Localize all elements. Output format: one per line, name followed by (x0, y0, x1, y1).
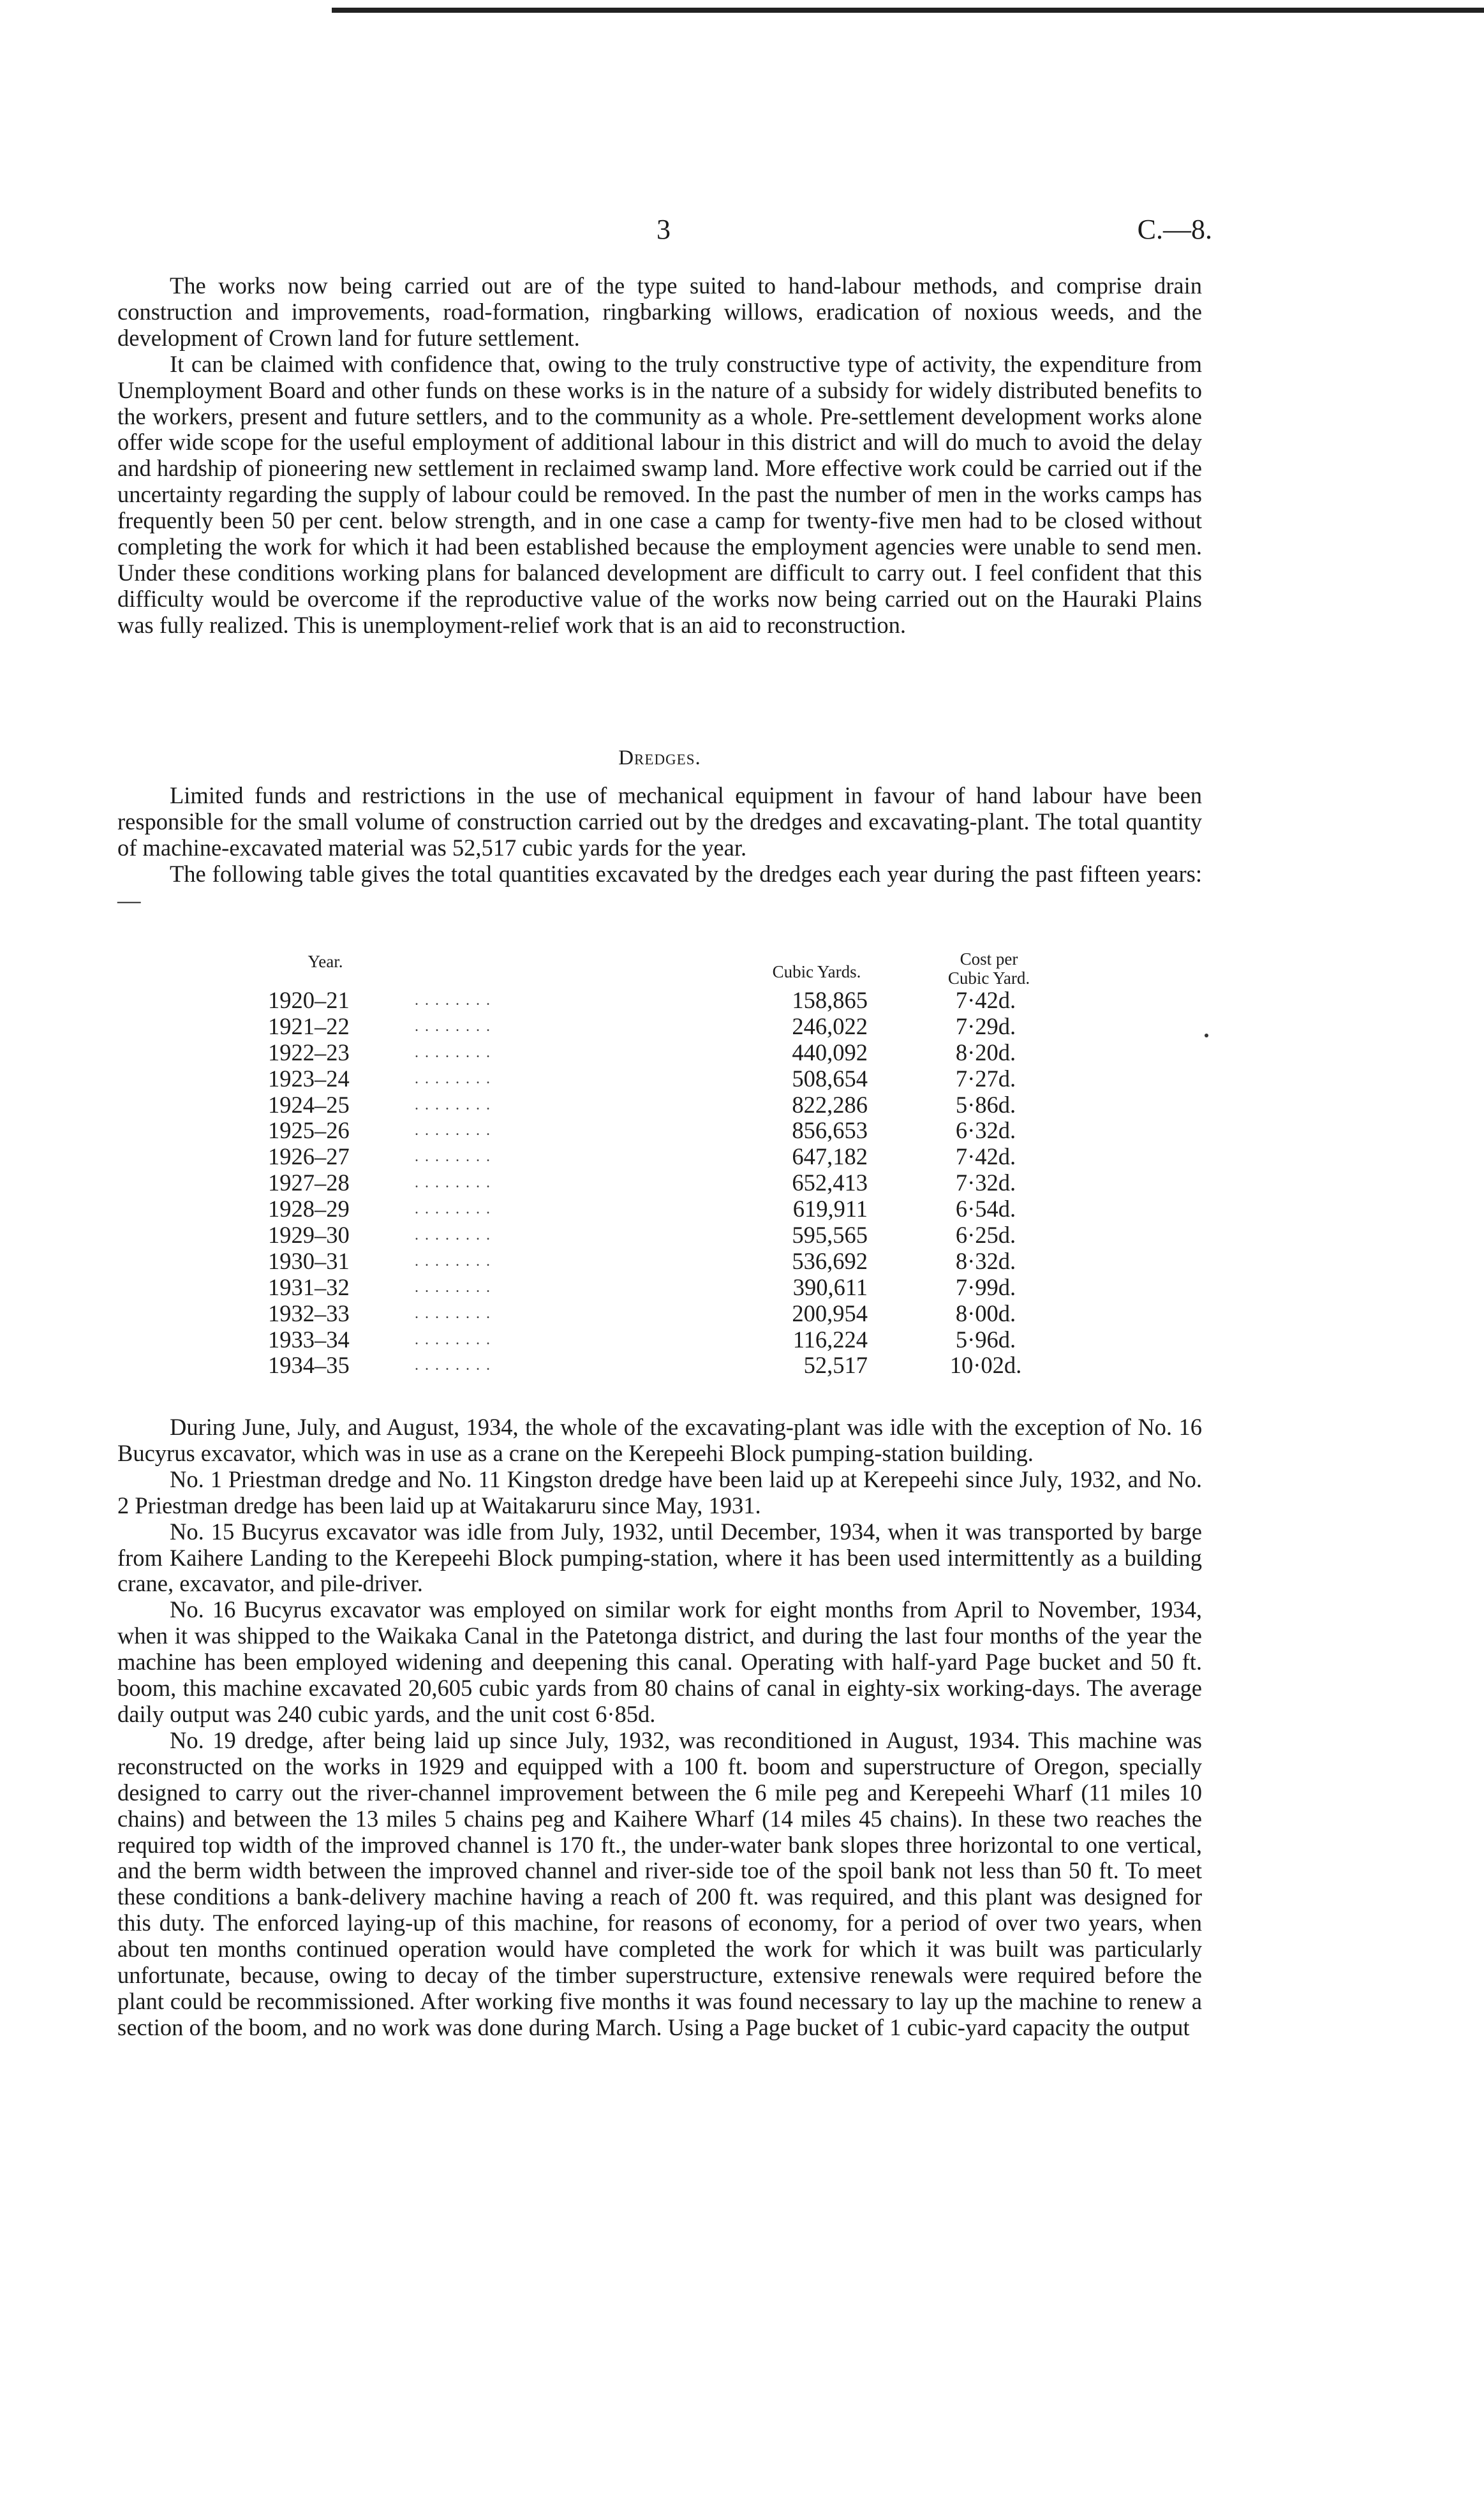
cell-cost-per-cubic-yard: 7·29d. (955, 1013, 1016, 1039)
cell-cost-per-cubic-yard: 8·32d. (955, 1247, 1016, 1274)
cell-cubic-yards: 508,654 (792, 1065, 868, 1092)
top-rule (332, 8, 1484, 13)
cell-leader-dots: . . . . . . . . (415, 1070, 491, 1087)
stray-print-mark (1205, 1034, 1208, 1037)
dredge-quantities-table (255, 949, 1123, 1379)
page-number: 3 (657, 214, 671, 245)
table-row (255, 1275, 1123, 1301)
cell-leader-dots: . . . . . . . . (415, 1305, 491, 1322)
table-row (255, 1353, 1123, 1379)
cell-leader-dots: . . . . . . . . (415, 1018, 491, 1035)
cell-cubic-yards: 856,653 (792, 1117, 868, 1144)
table-row (255, 988, 1123, 1014)
cell-leader-dots: . . . . . . . . (415, 1044, 491, 1061)
cell-cost-per-cubic-yard: 7·42d. (955, 1143, 1016, 1170)
table-row (255, 1170, 1123, 1196)
cell-cost-per-cubic-yard: 7·42d. (955, 987, 1016, 1013)
cell-cubic-yards: 647,182 (792, 1143, 868, 1170)
cell-leader-dots: . . . . . . . . (415, 1096, 491, 1113)
cell-cubic-yards: 619,911 (792, 1196, 868, 1222)
cell-year: 1923–24 (268, 1065, 350, 1092)
dredges-intro-block (117, 783, 1202, 914)
paragraph-constructive-activity: It can be claimed with confidence that, owing to the truly constructive type of activity, the expenditure from Unemployment Board and other funds on these works is in the nature of a subsidy for widely distributed benefits to the workers, present and future settlers, and to the community as a whole. Pre-settlement development works alone offer wide scope for the useful employment of additional labour in this district and will do much to avoid the delay and hardship of pioneering new settlement in reclaimed swamp land. More effective work could be carried out if the uncertainty regarding the supply of labour could be removed. In the past the number of men in the works camps has frequently been 50 per cent. below strength, and in one case a camp for twenty-five men had to be closed without completing the work for which it had been established because the employment agencies were unable to send men. Under these conditions working plans for balanced development are difficult to carry out. I feel confident that this difficulty would be overcome if the reproductive value of the works now being carried out on the Hauraki Plains was fully realized. This is unemployment-relief work that is an aid to reconstruction. (117, 350, 1202, 638)
cell-cost-per-cubic-yard: 8·20d. (955, 1039, 1016, 1065)
column-header-cost-line1: Cost per (960, 949, 1018, 969)
paragraph-table-intro: The following table gives the total quantities excavated by the dredges each year during the past fifteen years:— (117, 860, 1202, 913)
cell-leader-dots: . . . . . . . . (415, 992, 491, 1009)
cell-cost-per-cubic-yard: 7·27d. (955, 1065, 1016, 1092)
cell-cost-per-cubic-yard: 6·32d. (955, 1117, 1016, 1144)
cell-year: 1926–27 (268, 1143, 350, 1170)
cell-year: 1932–33 (268, 1300, 350, 1326)
cell-cubic-yards: 158,865 (792, 987, 868, 1013)
cell-cost-per-cubic-yard: 5·86d. (955, 1091, 1016, 1118)
column-header-cost-line2: Cubic Yard. (947, 969, 1030, 988)
intro-text-block (117, 273, 1202, 639)
cell-year: 1921–22 (268, 1013, 350, 1039)
paragraph-works-description: The works now being carried out are of the type suited to hand-labour methods, and comprise drain construction and improvements, road-formation, ringbarking willows, eradication of noxious weeds, and the development of Crown land for future settlement. (117, 272, 1202, 351)
cell-year: 1929–30 (268, 1222, 350, 1249)
document-code: C.—8. (1137, 214, 1212, 245)
cell-cubic-yards: 652,413 (792, 1169, 868, 1196)
cell-year: 1934–35 (268, 1352, 350, 1379)
paragraph-no15-excavator: No. 15 Bucyrus excavator was idle from July, 1932, until December, 1934, when it was transported by barge from Kaihere Landing to the Kerepeehi Block pumping-station, where it has been used intermittently as a building crane, excavator, and pile-driver. (117, 1518, 1202, 1597)
cell-year: 1931–32 (268, 1273, 350, 1300)
column-header-cost (906, 949, 1072, 988)
cell-leader-dots: . . . . . . . . (415, 1227, 491, 1244)
paragraph-limited-funds: Limited funds and restrictions in the use of mechanical equipment in favour of hand labour have been responsible for the small volume of construction carried out by the dredges and excavating-plant. The total quantity of machine-excavated material was 52,517 cubic yards for the year. (117, 782, 1202, 861)
cell-cubic-yards: 536,692 (792, 1247, 868, 1274)
cell-cost-per-cubic-yard: 5·96d. (955, 1326, 1016, 1353)
cell-leader-dots: . . . . . . . . (415, 1279, 491, 1296)
table-row (255, 1249, 1123, 1275)
table-row (255, 1066, 1123, 1092)
cell-leader-dots: . . . . . . . . (415, 1175, 491, 1192)
cell-year: 1925–26 (268, 1117, 350, 1144)
table-header (255, 949, 1123, 988)
table-row (255, 1118, 1123, 1144)
dredges-detail-block (117, 1414, 1202, 2041)
column-header-cubic-yards: Cubic Yards. (772, 962, 861, 981)
cell-cubic-yards: 595,565 (792, 1222, 868, 1249)
cell-year: 1928–29 (268, 1196, 350, 1222)
cell-cost-per-cubic-yard: 8·00d. (955, 1300, 1016, 1326)
table-row (255, 1092, 1123, 1118)
paragraph-no19-dredge: No. 19 dredge, after being laid up since July, 1932, was reconditioned in August, 1934. This machine was reconstructed on the works in 1929 and equipped with a 100 ft. boom and superstructure of Oregon, specially designed to carry out the river-channel improvement between the 6 mile peg and Kerepeehi Wharf (11 miles 10 chains) and between the 13 miles 5 chains peg and Kaihere Wharf (14 miles 45 chains). In these two reaches the required top width of the improved channel is 170 ft., the under-water bank slopes three horizontal to one vertical, and the berm width between the improved channel and river-side toe of the spoil bank not less than 50 ft. To meet these conditions a bank-delivery machine having a reach of 200 ft. was required, and this plant was designed for this duty. The enforced laying-up of this machine, for reasons of economy, for a period of over two years, when about ten months continued operation would have completed the work for which it was built was particularly unfortunate, because, owing to decay of the timber superstructure, extensive renewals were required before the plant could be recommissioned. After working five months it was found necessary to lay up the machine to renew a section of the boom, and no work was done during March. Using a Page bucket of 1 cubic-yard capacity the output (117, 1726, 1202, 2040)
paragraph-priestman-dredges: No. 1 Priestman dredge and No. 11 Kingston dredge have been laid up at Kerepeehi since July, 1932, and No. 2 Priestman dredge has been laid up at Waitakaruru since May, 1931. (117, 1466, 1202, 1518)
cell-year: 1927–28 (268, 1169, 350, 1196)
table-row (255, 1301, 1123, 1327)
column-header-year: Year. (308, 952, 343, 971)
cell-cubic-yards: 200,954 (792, 1300, 868, 1326)
cell-cubic-yards: 246,022 (792, 1013, 868, 1039)
cell-leader-dots: . . . . . . . . (415, 1201, 491, 1218)
paragraph-idle-plant: During June, July, and August, 1934, the whole of the excavating-plant was idle with the exception of No. 16 Bucyrus excavator, which was in use as a crane on the Kerepeehi Block pumping-station building. (117, 1414, 1202, 1466)
cell-cubic-yards: 52,517 (803, 1352, 868, 1379)
cell-cost-per-cubic-yard: 10·02d. (949, 1352, 1022, 1379)
cell-cost-per-cubic-yard: 7·99d. (955, 1273, 1016, 1300)
cell-cubic-yards: 440,092 (792, 1039, 868, 1065)
table-row (255, 1014, 1123, 1040)
cell-year: 1930–31 (268, 1247, 350, 1274)
cell-leader-dots: . . . . . . . . (415, 1148, 491, 1166)
cell-year: 1920–21 (268, 987, 350, 1013)
cell-leader-dots: . . . . . . . . (415, 1252, 491, 1270)
cell-year: 1924–25 (268, 1091, 350, 1118)
table-row (255, 1327, 1123, 1353)
cell-year: 1922–23 (268, 1039, 350, 1065)
cell-cost-per-cubic-yard: 6·54d. (955, 1196, 1016, 1222)
table-body (255, 988, 1123, 1379)
section-heading-dredges: Dredges. (618, 746, 701, 769)
table-row (255, 1144, 1123, 1170)
cell-leader-dots: . . . . . . . . (415, 1357, 491, 1374)
paragraph-no16-excavator: No. 16 Bucyrus excavator was employed on similar work for eight months from April to November, 1934, when it was shipped to the Waikaka Canal in the Patetonga district, and during the last four months of the year the machine has been employed widening and deepening this canal. Operating with half-yard Page bucket and 50 ft. boom, this machine excavated 20,605 cubic yards from 80 chains of canal in eighty-six working-days. The average daily output was 240 cubic yards, and the unit cost 6·85d. (117, 1596, 1202, 1727)
cell-cubic-yards: 116,224 (792, 1326, 868, 1353)
table-row (255, 1222, 1123, 1249)
cell-cost-per-cubic-yard: 6·25d. (955, 1222, 1016, 1249)
cell-leader-dots: . . . . . . . . (415, 1122, 491, 1139)
cell-leader-dots: . . . . . . . . (415, 1331, 491, 1348)
cell-cost-per-cubic-yard: 7·32d. (955, 1169, 1016, 1196)
cell-cubic-yards: 390,611 (792, 1273, 868, 1300)
cell-year: 1933–34 (268, 1326, 350, 1353)
cell-cubic-yards: 822,286 (792, 1091, 868, 1118)
table-row (255, 1040, 1123, 1066)
table-row (255, 1196, 1123, 1222)
